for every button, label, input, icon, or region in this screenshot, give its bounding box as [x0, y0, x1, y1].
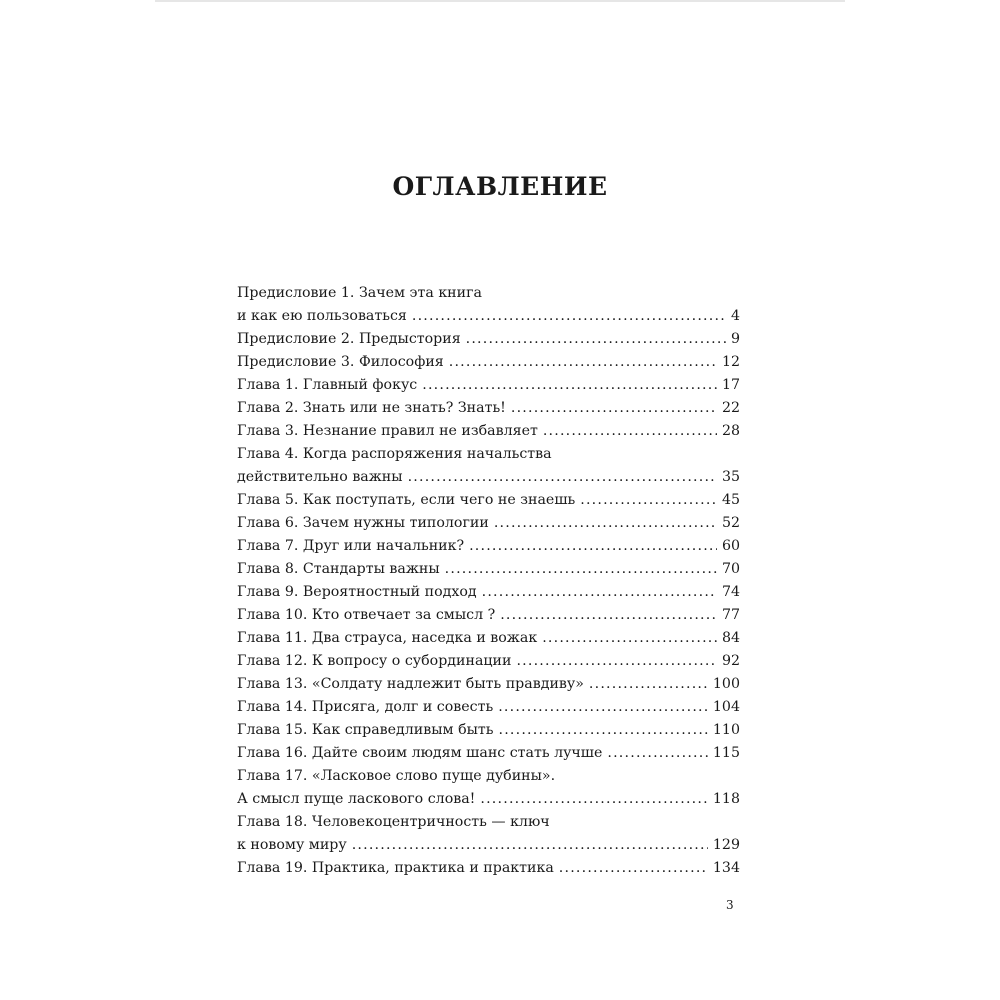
toc-leader-dots — [449, 351, 717, 374]
toc-leader-dots — [589, 673, 708, 696]
toc-entry — [237, 558, 740, 581]
toc-leader-dots — [542, 627, 717, 650]
toc-entry-title-line: Глава 4. Когда распоряжения начальства — [237, 446, 552, 462]
toc-entry-row — [237, 788, 740, 811]
toc-entry-page: 74 — [721, 584, 740, 600]
toc-entry-page: 17 — [721, 377, 740, 393]
toc-entry-row — [237, 351, 740, 374]
toc-entry-row — [237, 834, 740, 857]
toc-leader-dots — [422, 374, 717, 397]
page-number: 3 — [726, 898, 734, 912]
toc-entry-title-line: Глава 5. Как поступать, если чего не знаешь — [237, 492, 576, 508]
toc-entry — [237, 696, 740, 719]
toc-entry — [237, 719, 740, 742]
toc-leader-dots — [494, 512, 717, 535]
toc-entry-row — [237, 466, 740, 489]
toc-entry-page: 28 — [721, 423, 740, 439]
toc-leader-dots — [408, 466, 717, 489]
toc-entry — [237, 512, 740, 535]
toc-leader-dots — [412, 305, 726, 328]
toc-entry-title-line: Глава 13. «Солдату надлежит быть правдиву» — [237, 676, 584, 692]
toc-entry-title-line: Глава 2. Знать или не знать? Знать! — [237, 400, 506, 416]
toc-entry-row — [237, 696, 740, 719]
toc-entry-title-line: А смысл пуще ласкового слова! — [237, 791, 476, 807]
toc-leader-dots — [500, 604, 717, 627]
toc-leader-dots — [480, 788, 708, 811]
toc-entry — [237, 650, 740, 673]
toc-entry-row — [237, 581, 740, 604]
toc-entry-row — [237, 420, 740, 443]
toc-entry-row — [237, 328, 740, 351]
toc-entry-page: 104 — [712, 699, 740, 715]
toc-entry-title-line: Глава 19. Практика, практика и практика — [237, 860, 554, 876]
toc-entry — [237, 627, 740, 650]
toc-entry-title-line: Глава 7. Друг или начальник? — [237, 538, 465, 554]
page-title: ОГЛАВЛЕНИЕ — [392, 172, 608, 201]
toc-entry-row — [237, 489, 740, 512]
toc-entry-row — [237, 512, 740, 535]
toc-entry-title-line: Глава 1. Главный фокус — [237, 377, 418, 393]
toc-entry-title-line: Глава 15. Как справедливым быть — [237, 722, 494, 738]
toc-entry-title-line: Глава 9. Вероятностный подход — [237, 584, 477, 600]
toc-entry-title-line: действительно важны — [237, 469, 403, 485]
toc-entry-page: 12 — [721, 354, 740, 370]
toc-entry — [237, 535, 740, 558]
toc-entry-page: 134 — [712, 860, 740, 876]
toc-entry-row — [237, 535, 740, 558]
toc-entry — [237, 374, 740, 397]
toc-entry — [237, 397, 740, 420]
toc-entry-row — [237, 627, 740, 650]
toc-entry-page: 77 — [721, 607, 740, 623]
toc-entry-title-line: Глава 10. Кто отвечает за смысл ? — [237, 607, 496, 623]
toc-entry — [237, 857, 740, 880]
toc-entry-title-line: Глава 8. Стандарты важны — [237, 561, 440, 577]
toc-entry-row — [237, 558, 740, 581]
toc-entry — [237, 328, 740, 351]
toc-entry-title-line: Глава 16. Дайте своим людям шанс стать лучше — [237, 745, 603, 761]
toc-entry-title-line: Глава 6. Зачем нужны типологии — [237, 515, 489, 531]
toc-entry — [237, 443, 740, 489]
toc-leader-dots — [516, 650, 716, 673]
toc-entry — [237, 351, 740, 374]
toc-entry-row — [237, 673, 740, 696]
toc-entry-title-line: Глава 3. Незнание правил не избавляет — [237, 423, 538, 439]
toc-entry-page: 115 — [712, 745, 740, 761]
toc-leader-dots — [559, 857, 708, 880]
toc-entry-title-line: Глава 14. Присяга, долг и совесть — [237, 699, 494, 715]
toc-entry-row — [237, 857, 740, 880]
toc-leader-dots — [466, 328, 726, 351]
toc-entry-page: 35 — [721, 469, 740, 485]
toc-entry — [237, 673, 740, 696]
toc-entry-row — [237, 742, 740, 765]
toc-entry-page: 45 — [721, 492, 740, 508]
toc-leader-dots — [352, 834, 708, 857]
toc-entry — [237, 765, 740, 811]
toc-entry-page: 84 — [721, 630, 740, 646]
toc-entry-page: 70 — [721, 561, 740, 577]
toc-entry-page: 9 — [730, 331, 740, 347]
toc-entry-row — [237, 650, 740, 673]
toc-entry-page: 92 — [721, 653, 740, 669]
toc-entry-page: 118 — [712, 791, 740, 807]
page-top-edge — [155, 0, 845, 2]
toc-entry-title-line: Глава 12. К вопросу о субординации — [237, 653, 512, 669]
toc-entry-title-line: к новому миру — [237, 837, 347, 853]
toc-entry-title-line: Предисловие 3. Философия — [237, 354, 444, 370]
toc-entry — [237, 420, 740, 443]
toc-entry — [237, 604, 740, 627]
toc-entry-title-line: Предисловие 2. Предыстория — [237, 331, 461, 347]
toc-leader-dots — [498, 696, 708, 719]
toc-entry — [237, 581, 740, 604]
toc-entry — [237, 489, 740, 512]
toc-entry-page: 110 — [712, 722, 740, 738]
toc-entry-title-line: Глава 18. Человекоцентричность — ключ — [237, 814, 550, 830]
toc-entry — [237, 742, 740, 765]
toc-entry-row — [237, 305, 740, 328]
toc-entry — [237, 811, 740, 857]
toc-entry-title-line: и как ею пользоваться — [237, 308, 407, 324]
toc-entry-row — [237, 719, 740, 742]
toc-leader-dots — [511, 397, 717, 420]
toc-entry-row — [237, 604, 740, 627]
toc-entry-title-line: Предисловие 1. Зачем эта книга — [237, 285, 482, 301]
toc-leader-dots — [580, 489, 717, 512]
toc-entry-page: 4 — [730, 308, 740, 324]
toc-leader-dots — [498, 719, 707, 742]
toc-leader-dots — [607, 742, 708, 765]
toc-entry-page: 60 — [721, 538, 740, 554]
table-of-contents — [237, 282, 740, 880]
toc-entry-row — [237, 374, 740, 397]
toc-entry — [237, 282, 740, 328]
toc-leader-dots — [445, 558, 717, 581]
toc-entry-title-line: Глава 17. «Ласковое слово пуще дубины». — [237, 768, 556, 784]
toc-entry-title-line: Глава 11. Два страуса, наседка и вожак — [237, 630, 538, 646]
toc-leader-dots — [543, 420, 717, 443]
toc-entry-page: 129 — [712, 837, 740, 853]
toc-leader-dots — [469, 535, 717, 558]
toc-entry-page: 100 — [712, 676, 740, 692]
toc-leader-dots — [482, 581, 717, 604]
toc-entry-row — [237, 397, 740, 420]
toc-entry-page: 52 — [721, 515, 740, 531]
toc-entry-page: 22 — [721, 400, 740, 416]
